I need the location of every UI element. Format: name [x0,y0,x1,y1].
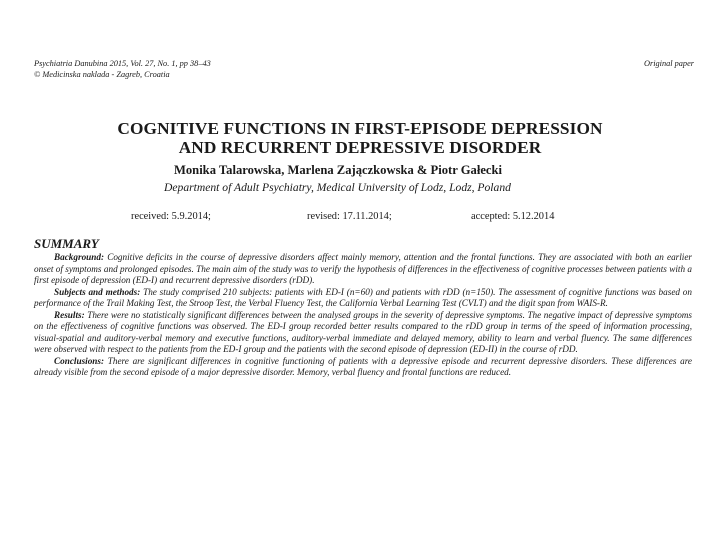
summary-heading: SUMMARY [34,236,99,251]
abstract-conclusions [34,356,692,379]
author-affiliation: Department of Adult Psychiatry, Medical University of Lodz, Lodz, Poland [164,181,511,194]
results-label: Results: [54,309,85,320]
abstract-results [34,310,692,356]
abstract-body [34,252,692,379]
publisher-copyright: © Medicinska naklada - Zagreb, Croatia [34,70,170,79]
abstract-background [34,252,692,287]
conclusions-label: Conclusions: [54,355,105,366]
background-label: Background: [54,252,105,262]
received-date: received: 5.9.2014; [131,211,211,222]
author-list: Monika Talarowska, Marlena Zajączkowska & Piotr Gałecki [174,163,503,177]
results-text: There were no statistically significant differences between the analysed groups in the severity of depressive symptoms. The negative impact of depressive symptoms on the effectiveness of cognitive functions was observed. The ED-I group recorded better results compared to the rDD group in terms of the speed of information processing, visual-spatial and auditory-verbal memory and executive functions, auditory-verbal immediate and delayed memory, ability to learn and verbal fluency. The same differences were observed with respect to the patients from the ED-I group and the patients with the second episode of depression (ED-II) in the course of rDD. [34,309,693,354]
background-text: Cognitive deficits in the course of depressive disorders affect mainly memory, attention and the frontal functions. They are associated with both an earlier onset of symptoms and prolonged episodes. The main aim of the study was to verify the hypothesis of differences in the effectiveness of cognitive processes between patients with a first episode of depression (ED-I) and recurrent depressive disorders (rDD). [34,252,692,285]
paper-title-line-1: COGNITIVE FUNCTIONS IN FIRST-EPISODE DEPRESSION [117,119,603,138]
paper-title-line-2: AND RECURRENT DEPRESSIVE DISORDER [178,138,542,157]
copyright-line [34,70,694,80]
conclusions-text: There are significant differences in cognitive functioning of patients with a depressive episode and recurrent depressive disorders. These differences are already visible from the second episode of a major depressive disorder. Memory, verbal fluency and frontal functions are reduced. [34,355,693,377]
paper-type-label: Original paper [643,59,694,68]
accepted-date: accepted: 5.12.2014 [471,211,555,222]
methods-text: The study comprised 210 subjects: patients with ED-I (n=60) and patients with rDD (n=150). The assessment of cognitive functions was based on performance of the Trail Making Test, the Stroop Test, the Verbal Fluency Test, the California Verbal Learning Test (CVLT) and the digit span from WAIS-R. [34,286,692,308]
revised-date: revised: 17.11.2014; [307,211,392,222]
journal-citation: Psychiatria Danubina 2015, Vol. 27, No. 1, pp 38–43 [34,59,211,68]
methods-label: Subjects and methods: [54,286,141,297]
citation-header [34,59,694,69]
abstract-methods [34,287,692,310]
